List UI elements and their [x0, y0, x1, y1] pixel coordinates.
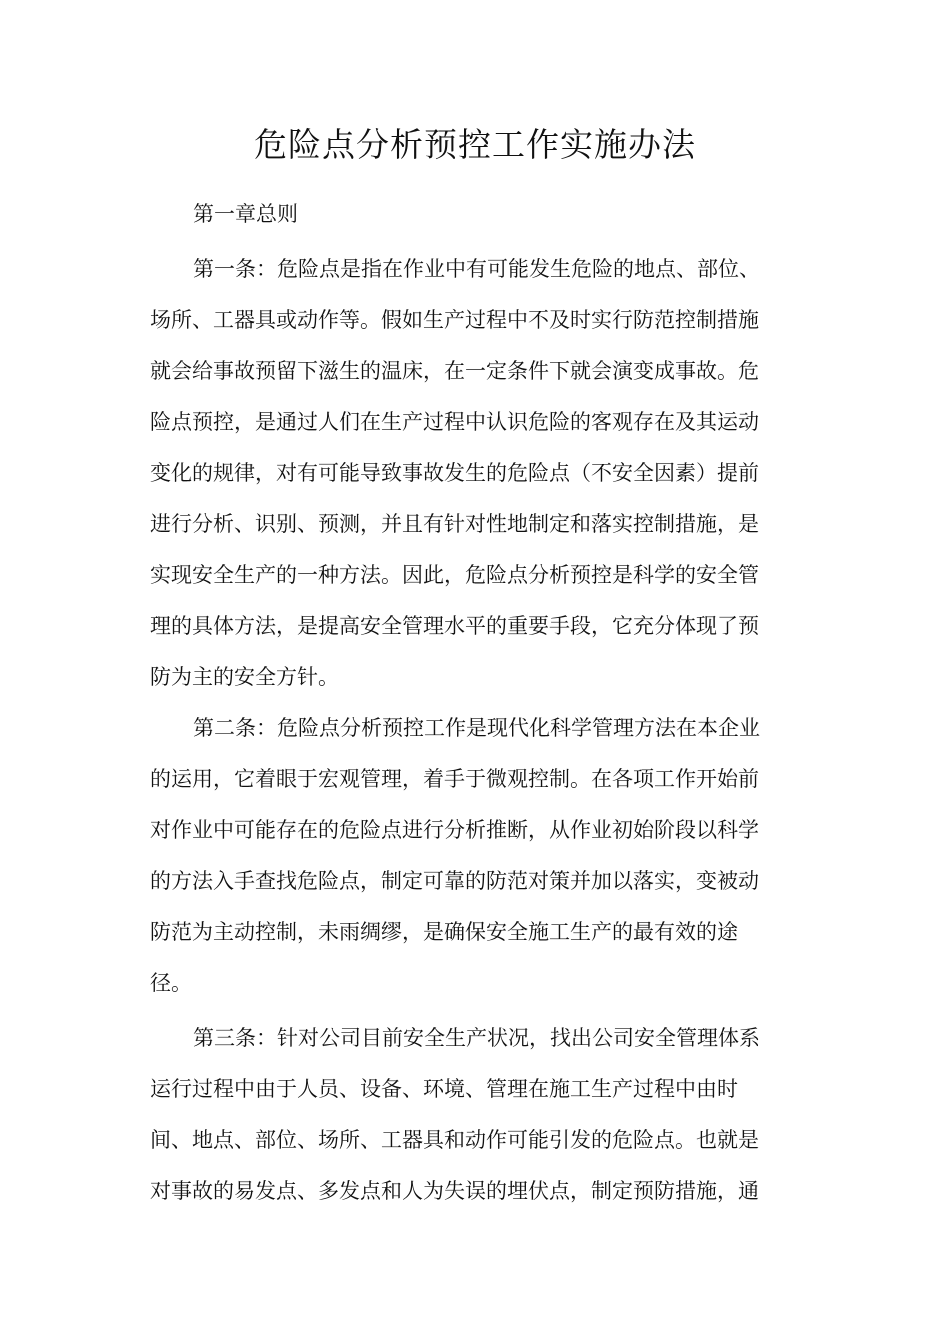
text-line: 实现安全生产的一种方法。因此，危险点分析预控是科学的安全管	[150, 563, 759, 587]
text-line: 防为主的安全方针。	[150, 665, 339, 689]
text-line: 变化的规律，对有可能导致事故发生的危险点（不安全因素）提前	[150, 461, 759, 485]
text-line: 第二条：危险点分析预控工作是现代化科学管理方法在本企业	[193, 716, 760, 740]
text-line: 的方法入手查找危险点，制定可靠的防范对策并加以落实，变被动	[150, 869, 759, 893]
text-line: 进行分析、识别、预测，并且有针对性地制定和落实控制措施，是	[150, 512, 759, 536]
document-title: 危险点分析预控工作实施办法	[254, 125, 696, 164]
text-line: 间、地点、部位、场所、工器具和动作可能引发的危险点。也就是	[150, 1128, 759, 1152]
text-line: 就会给事故预留下滋生的温床，在一定条件下就会演变成事故。危	[150, 359, 759, 383]
text-line: 对作业中可能存在的危险点进行分析推断，从作业初始阶段以科学	[150, 818, 759, 842]
text-line: 径。	[150, 971, 192, 995]
text-line: 险点预控，是通过人们在生产过程中认识危险的客观存在及其运动	[150, 410, 759, 434]
text-line: 的运用，它着眼于宏观管理，着手于微观控制。在各项工作开始前	[150, 767, 759, 791]
chapter-heading: 第一章总则	[193, 202, 298, 226]
text-line: 对事故的易发点、多发点和人为失误的埋伏点，制定预防措施，通	[150, 1179, 759, 1203]
text-line: 第三条：针对公司目前安全生产状况，找出公司安全管理体系	[193, 1026, 760, 1050]
text-line: 理的具体方法，是提高安全管理水平的重要手段，它充分体现了预	[150, 614, 759, 638]
text-line: 防范为主动控制，未雨绸缪，是确保安全施工生产的最有效的途	[150, 920, 738, 944]
text-line: 运行过程中由于人员、设备、环境、管理在施工生产过程中由时	[150, 1077, 738, 1101]
text-line: 第一条：危险点是指在作业中有可能发生危险的地点、部位、	[193, 257, 760, 281]
text-line: 场所、工器具或动作等。假如生产过程中不及时实行防范控制措施	[150, 308, 759, 332]
